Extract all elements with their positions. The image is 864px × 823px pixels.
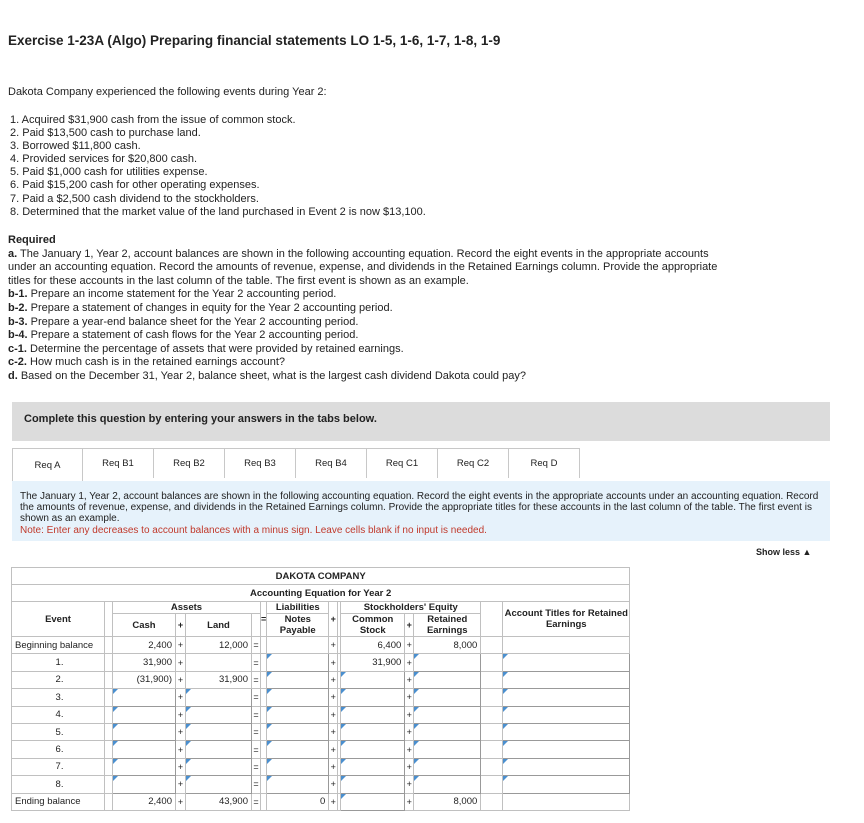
- plus-sign: +: [405, 723, 414, 740]
- equals-sign: =: [252, 776, 261, 793]
- cash-cell: 31,900: [113, 654, 176, 671]
- equals-sign: =: [252, 793, 261, 810]
- notes-payable-cell: [267, 637, 329, 654]
- plus-sign: +: [329, 706, 338, 723]
- notes-payable-cell[interactable]: [267, 689, 329, 706]
- retained-earnings-cell[interactable]: [414, 706, 481, 723]
- table-row: [12, 706, 630, 723]
- common-stock-cell[interactable]: [341, 723, 405, 740]
- plus-sign: +: [405, 614, 414, 637]
- cash-cell[interactable]: [113, 776, 176, 793]
- account-title-cell[interactable]: [503, 671, 630, 688]
- common-stock-cell[interactable]: [341, 758, 405, 775]
- equals-sign: =: [252, 758, 261, 775]
- account-title-cell: [503, 637, 630, 654]
- plus-sign: +: [405, 654, 414, 671]
- equals-sign: =: [252, 637, 261, 654]
- plus-sign: +: [176, 706, 186, 723]
- plus-sign: +: [329, 793, 338, 810]
- table-row: [12, 689, 630, 706]
- plus-sign: +: [405, 776, 414, 793]
- retained-earnings-cell[interactable]: [414, 776, 481, 793]
- header-account-titles: Account Titles for Retained Earnings: [503, 602, 630, 637]
- equals-sign: =: [252, 706, 261, 723]
- required-item: c-2. How much cash is in the retained earnings account?: [8, 356, 286, 369]
- event-item: 5. Paid $1,000 cash for utilities expense.: [10, 166, 208, 179]
- tab-req-b3[interactable]: Req B3: [224, 448, 296, 478]
- plus-sign: +: [405, 741, 414, 758]
- required-heading: Required: [8, 234, 56, 246]
- plus-sign: +: [176, 689, 186, 706]
- retained-earnings-cell: 8,000: [414, 793, 481, 810]
- event-label: 8.: [12, 776, 105, 793]
- tab-req-a[interactable]: Req A: [12, 448, 83, 481]
- plus-sign: +: [405, 637, 414, 654]
- company-name: DAKOTA COMPANY: [12, 568, 630, 585]
- table-row: [12, 776, 630, 793]
- tab-req-d[interactable]: Req D: [508, 448, 580, 478]
- event-item: 7. Paid a $2,500 cash dividend to the stockholders.: [10, 192, 259, 205]
- event-item: 4. Provided services for $20,800 cash.: [10, 153, 198, 166]
- equals-sign: =: [252, 654, 261, 671]
- land-cell: [186, 654, 252, 671]
- common-stock-cell: 6,400: [341, 637, 405, 654]
- common-stock-cell[interactable]: [341, 793, 405, 810]
- plus-sign: +: [176, 671, 186, 688]
- notes-payable-cell[interactable]: [267, 776, 329, 793]
- event-label: Beginning balance: [12, 637, 105, 654]
- event-label: 7.: [12, 758, 105, 775]
- cash-cell: 2,400: [113, 637, 176, 654]
- account-title-cell[interactable]: [503, 741, 630, 758]
- equals-sign: =: [252, 671, 261, 688]
- equals-sign: =: [252, 741, 261, 758]
- tab-bar: [12, 448, 579, 480]
- cash-cell[interactable]: [113, 723, 176, 740]
- table-subtitle: Accounting Equation for Year 2: [12, 585, 630, 602]
- plus-sign: +: [176, 637, 186, 654]
- event-label: 2.: [12, 671, 105, 688]
- plus-sign: +: [176, 614, 186, 637]
- header-notes-payable: Notes Payable: [267, 614, 329, 637]
- retained-earnings-cell[interactable]: [414, 671, 481, 688]
- event-item: 1. Acquired $31,900 cash from the issue of common stock.: [10, 114, 296, 126]
- account-title-cell[interactable]: [503, 689, 630, 706]
- cash-cell[interactable]: [113, 689, 176, 706]
- plus-sign: +: [176, 793, 186, 810]
- plus-sign: +: [329, 602, 338, 637]
- notes-payable-cell[interactable]: [267, 758, 329, 775]
- plus-sign: +: [176, 654, 186, 671]
- required-item: b-1. Prepare an income statement for the Year 2 accounting period.: [8, 288, 337, 301]
- tab-req-c2[interactable]: Req C2: [437, 448, 509, 478]
- land-cell[interactable]: [186, 776, 252, 793]
- land-cell: 12,000: [186, 637, 252, 654]
- event-item: 3. Borrowed $11,800 cash.: [10, 140, 141, 153]
- notes-payable-cell[interactable]: [267, 671, 329, 688]
- table-row: [12, 758, 630, 775]
- banner-text: Complete this question by entering your answers in the tabs below.: [24, 413, 377, 425]
- account-title-cell[interactable]: [503, 706, 630, 723]
- notes-payable-cell[interactable]: [267, 723, 329, 740]
- table-row: [12, 671, 630, 688]
- plus-sign: +: [176, 776, 186, 793]
- plus-sign: +: [329, 637, 338, 654]
- plus-sign: +: [176, 723, 186, 740]
- header-land: Land: [186, 614, 252, 637]
- accounting-equation-table: [11, 567, 630, 811]
- required-item: b-3. Prepare a year-end balance sheet for the Year 2 accounting period.: [8, 315, 359, 328]
- instructions-banner: [12, 402, 830, 441]
- required-section: [8, 234, 728, 384]
- header-cash: Cash: [113, 614, 176, 637]
- retained-earnings-cell[interactable]: [414, 741, 481, 758]
- events-list: [10, 114, 426, 219]
- notes-payable-cell[interactable]: [267, 741, 329, 758]
- land-cell[interactable]: [186, 758, 252, 775]
- header-equity: Stockholders' Equity: [341, 602, 481, 614]
- retained-earnings-cell[interactable]: [414, 758, 481, 775]
- plus-sign: +: [329, 758, 338, 775]
- retained-earnings-cell[interactable]: [414, 654, 481, 671]
- table-row: [12, 654, 630, 671]
- notes-payable-cell[interactable]: [267, 654, 329, 671]
- tab-req-b2[interactable]: Req B2: [153, 448, 225, 478]
- required-item: d. Based on the December 31, Year 2, balance sheet, what is the largest cash dividend Dakota could pay?: [8, 369, 526, 382]
- event-item: 2. Paid $13,500 cash to purchase land.: [10, 127, 201, 140]
- event-label: Ending balance: [12, 793, 105, 810]
- retained-earnings-cell: 8,000: [414, 637, 481, 654]
- equals-sign: =: [252, 723, 261, 740]
- event-label: 4.: [12, 706, 105, 723]
- notes-payable-cell[interactable]: [267, 706, 329, 723]
- plus-sign: +: [405, 689, 414, 706]
- plus-sign: +: [329, 689, 338, 706]
- account-title-cell[interactable]: [503, 723, 630, 740]
- header-event: Event: [12, 602, 105, 637]
- notes-payable-cell: 0: [267, 793, 329, 810]
- event-label: 3.: [12, 689, 105, 706]
- table-row: [12, 723, 630, 740]
- table-row: [12, 741, 630, 758]
- common-stock-cell[interactable]: [341, 689, 405, 706]
- plus-sign: +: [329, 776, 338, 793]
- event-label: 5.: [12, 723, 105, 740]
- instructions-text: The January 1, Year 2, account balances are shown in the following accounting equation. Record the eight events in the appropriate accounts under an accounting equation. Record the amounts of revenue, expense, and dividends in the Retained Earnings column. Provide the appropriate titles for these accounts in the last column of the table. The first event is shown as an example.: [20, 491, 819, 525]
- common-stock-cell: 31,900: [341, 654, 405, 671]
- table-row: [12, 637, 630, 654]
- event-label: 1.: [12, 654, 105, 671]
- land-cell[interactable]: [186, 706, 252, 723]
- plus-sign: +: [329, 654, 338, 671]
- retained-earnings-cell[interactable]: [414, 689, 481, 706]
- tab-req-b1[interactable]: Req B1: [82, 448, 154, 478]
- land-cell[interactable]: [186, 723, 252, 740]
- equals-sign: =: [261, 602, 267, 637]
- plus-sign: +: [176, 741, 186, 758]
- header-liabilities: Liabilities: [267, 602, 329, 614]
- required-item: b-4. Prepare a statement of cash flows for the Year 2 accounting period.: [8, 329, 359, 342]
- required-item: a. The January 1, Year 2, account balances are shown in the following accounting equation. Record the eight events in the appropriate accounts under an accounting equation. Record the amounts of revenue, expense, and dividends in the Retained Earnings column. Provide the appropriate titles for these accounts in the last column of the table. The first event is shown as an example.: [8, 247, 718, 287]
- show-less-link[interactable]: Show less ▲: [756, 547, 812, 557]
- plus-sign: +: [405, 758, 414, 775]
- plus-sign: +: [405, 706, 414, 723]
- plus-sign: +: [329, 723, 338, 740]
- cash-cell: (31,900): [113, 671, 176, 688]
- intro-text: Dakota Company experienced the following events during Year 2:: [8, 86, 327, 98]
- plus-sign: +: [329, 671, 338, 688]
- event-item: 6. Paid $15,200 cash for other operating expenses.: [10, 179, 260, 192]
- header-common-stock: Common Stock: [341, 614, 405, 637]
- common-stock-cell[interactable]: [341, 671, 405, 688]
- common-stock-cell[interactable]: [341, 741, 405, 758]
- equals-sign: =: [252, 689, 261, 706]
- plus-sign: +: [405, 671, 414, 688]
- header-retained-earnings: Retained Earnings: [414, 614, 481, 637]
- page-title: Exercise 1-23A (Algo) Preparing financial statements LO 1-5, 1-6, 1-7, 1-8, 1-9: [8, 33, 501, 48]
- cash-cell[interactable]: [113, 758, 176, 775]
- retained-earnings-cell[interactable]: [414, 723, 481, 740]
- land-cell[interactable]: [186, 741, 252, 758]
- required-item: c-1. Determine the percentage of assets that were provided by retained earnings.: [8, 342, 404, 355]
- event-item: 8. Determined that the market value of the land purchased in Event 2 is now $13,100.: [10, 205, 426, 218]
- tab-req-c1[interactable]: Req C1: [366, 448, 438, 478]
- account-title-cell[interactable]: [503, 776, 630, 793]
- tab-instructions: [12, 481, 830, 541]
- land-cell: 43,900: [186, 793, 252, 810]
- note-text: Note: Enter any decreases to account balances with a minus sign. Leave cells blank if no input is needed.: [20, 524, 487, 536]
- account-title-cell: [503, 793, 630, 810]
- event-label: 6.: [12, 741, 105, 758]
- account-title-cell[interactable]: [503, 654, 630, 671]
- common-stock-cell[interactable]: [341, 776, 405, 793]
- plus-sign: +: [329, 741, 338, 758]
- tab-req-b4[interactable]: Req B4: [295, 448, 367, 478]
- common-stock-cell[interactable]: [341, 706, 405, 723]
- land-cell: 31,900: [186, 671, 252, 688]
- land-cell[interactable]: [186, 689, 252, 706]
- required-item: b-2. Prepare a statement of changes in equity for the Year 2 accounting period.: [8, 301, 393, 314]
- header-assets: Assets: [113, 602, 261, 614]
- cash-cell[interactable]: [113, 741, 176, 758]
- account-title-cell[interactable]: [503, 758, 630, 775]
- plus-sign: +: [176, 758, 186, 775]
- table-row: [12, 793, 630, 810]
- plus-sign: +: [405, 793, 414, 810]
- cash-cell[interactable]: [113, 706, 176, 723]
- cash-cell: 2,400: [113, 793, 176, 810]
